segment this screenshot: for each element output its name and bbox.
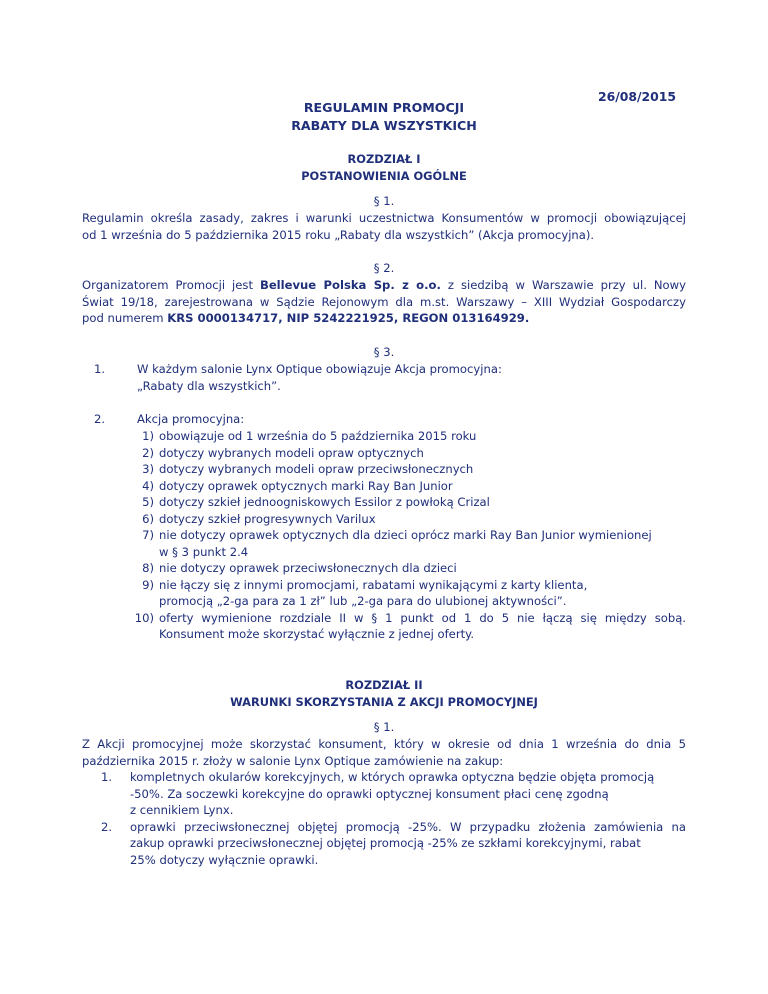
text-line: Konsument może skorzystać wyłącznie z jednej oferty.: [159, 627, 475, 641]
chapter-2-number: ROZDZIAŁ II: [345, 678, 423, 692]
text-line: października 2015 r. złoży w salonie Lynx Optique zamówienie na zakup:: [82, 753, 504, 768]
list-item: [82, 445, 686, 462]
text-line: kompletnych okularów korekcyjnych, w których oprawka optyczna będzie objęta promocją: [130, 770, 655, 784]
list-item: [82, 610, 686, 643]
chapter-1-section-1-text: [82, 210, 686, 243]
list-number: 1.: [93, 362, 105, 376]
list-number: 10): [134, 610, 154, 625]
text-line: promocją „2-ga para za 1 zł” lub „2-ga para do ulubionej aktywności”.: [159, 594, 567, 608]
list-item: [100, 769, 686, 819]
title-line-1: REGULAMIN PROMOCJI: [303, 100, 465, 115]
list-item: [82, 511, 686, 528]
chapter-2-section-1-mark: § 1.: [373, 720, 395, 734]
text-line: nie łączy się z innymi promocjami, rabatami wynikającymi z karty klienta,: [159, 577, 588, 592]
document-date: 26/08/2015: [597, 89, 676, 104]
text-line: obowiązuje od 1 września do 5 października 2015 roku: [159, 429, 477, 443]
list-item: [82, 478, 686, 495]
text-line: nie dotyczy oprawek przeciwsłonecznych dla dzieci: [159, 561, 457, 575]
list-number: 2): [142, 445, 154, 460]
chapter-2-title: WARUNKI SKORZYSTANIA Z AKCJI PROMOCYJNEJ: [230, 694, 538, 709]
text-fragment: pod numerem: [82, 311, 168, 325]
chapter-1-title: POSTANOWIENIA OGÓLNE: [301, 168, 467, 183]
list-number: 5): [142, 495, 154, 509]
chapter-1-number: ROZDZIAŁ I: [347, 152, 421, 166]
promotion-conditions-list: [82, 428, 686, 643]
list-number: 6): [142, 511, 154, 526]
list-item: [82, 494, 686, 511]
chapter-1-heading: [0, 151, 768, 184]
list-number: 1.: [100, 770, 112, 784]
text-line: Świat 19/18, zarejestrowana w Sądzie Rejonowym dla m.st. Warszawy – XIII Wydział Gospodarczy: [82, 294, 686, 309]
document-title: [0, 99, 768, 135]
chapter-1-section-3-mark: § 3.: [373, 345, 395, 359]
list-item: [100, 819, 686, 869]
text-fragment: Organizatorem Promocji jest: [82, 278, 260, 292]
list-number: 7): [142, 528, 154, 542]
text-line: 25% dotyczy wyłącznie oprawki.: [130, 852, 319, 867]
list-item: [82, 411, 686, 428]
text-line: W każdym salonie Lynx Optique obowiązuje Akcja promocyjna:: [137, 362, 502, 376]
text-line: -50%. Za soczewki korekcyjne do oprawki optycznej konsument płaci cenę zgodną: [130, 786, 609, 801]
text-line: zakup oprawki przeciwsłonecznej objętej promocją -25% ze szkłami korekcyjnymi, rabat: [130, 836, 641, 850]
text-line: Akcja promocyjna:: [137, 412, 245, 426]
text-line: „Rabaty dla wszystkich”.: [137, 378, 281, 393]
chapter-1-section-1-mark: § 1.: [373, 194, 395, 208]
text-line: dotyczy szkieł progresywnych Varilux: [159, 511, 376, 526]
chapter-2-offer-list: [100, 769, 686, 868]
list-item: [82, 560, 686, 577]
text-line: dotyczy oprawek optycznych marki Ray Ban Junior: [159, 478, 453, 493]
text-fragment: z siedzibą w Warszawie przy ul. Nowy: [440, 278, 686, 292]
list-number: 8): [142, 561, 154, 575]
list-item: [82, 361, 686, 394]
text-line: nie dotyczy oprawek optycznych dla dzieci oprócz marki Ray Ban Junior wymienionej: [159, 528, 652, 542]
chapter-2-section-1-text: [82, 736, 686, 769]
text-line: z cennikiem Lynx.: [130, 803, 234, 817]
chapter-2-heading: [0, 677, 768, 710]
text-line: [82, 310, 686, 327]
chapter-1-section-2-text: [82, 277, 686, 327]
section-3-list: [82, 361, 686, 394]
registry-numbers: KRS 0000134717, NIP 5242221925, REGON 013164929.: [167, 311, 530, 325]
text-line: oferty wymienione rozdziale II w § 1 punkt od 1 do 5 nie łączą się między sobą.: [159, 610, 686, 625]
text-line: od 1 września do 5 października 2015 roku „Rabaty dla wszystkich” (Akcja promocyjna).: [82, 227, 595, 242]
list-number: 9): [142, 577, 154, 592]
list-item: [82, 577, 686, 610]
text-line: w § 3 punkt 2.4: [159, 544, 249, 559]
text-line: dotyczy wybranych modeli opraw przeciwsłonecznych: [159, 462, 474, 476]
list-number: 2.: [100, 819, 112, 834]
list-number: 4): [142, 478, 154, 493]
text-line: [82, 277, 686, 294]
text-line: oprawki przeciwsłonecznej objętej promocją -25%. W przypadku złożenia zamówienia na: [130, 819, 686, 834]
section-3-list-2: [82, 411, 686, 428]
list-number: 1): [142, 429, 154, 443]
text-line: Regulamin określa zasady, zakres i warunki uczestnictwa Konsumentów w promocji obowiązującej: [82, 211, 686, 225]
list-item: [82, 527, 686, 560]
chapter-1-section-2-mark: § 2.: [373, 261, 395, 275]
title-line-2: RABATY DLA WSZYSTKICH: [291, 118, 477, 133]
organizer-name: Bellevue Polska Sp. z o.o.: [259, 278, 441, 292]
text-line: Z Akcji promocyjnej może skorzystać konsument, który w okresie od dnia 1 września do dnia 5: [82, 737, 686, 751]
list-number: 3): [142, 462, 154, 476]
list-item: [82, 461, 686, 478]
text-line: dotyczy szkieł jednoogniskowych Essilor z powłoką Crizal: [159, 495, 490, 509]
text-line: dotyczy wybranych modeli opraw optycznych: [159, 445, 424, 460]
list-item: [82, 428, 686, 445]
list-number: 2.: [93, 412, 105, 426]
